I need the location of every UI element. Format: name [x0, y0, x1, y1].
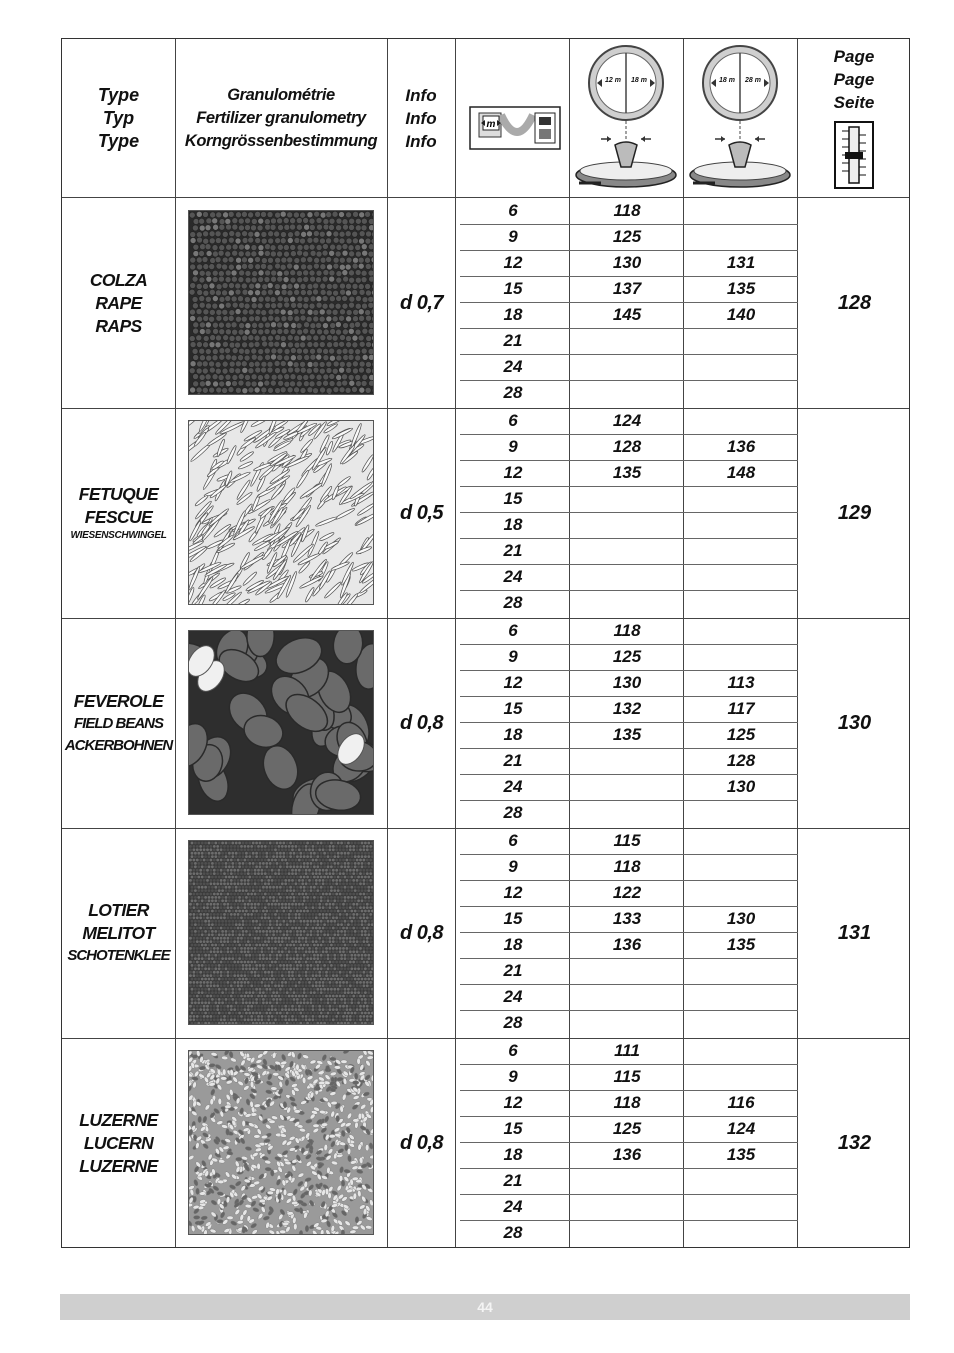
- setting-row: [456, 932, 798, 958]
- disc-a-value: [570, 984, 684, 1010]
- disc-b-value: 135: [726, 935, 756, 954]
- header-page-de: Seite: [833, 93, 875, 112]
- header-type: [62, 39, 175, 197]
- width-value: 21: [503, 961, 523, 980]
- seed-type-name: LUZERNE: [79, 1155, 158, 1176]
- disc-a-value: [570, 354, 684, 380]
- width-value: 9: [508, 647, 518, 666]
- seed-section: [62, 828, 909, 1038]
- seed-type-name: LUCERN: [83, 1132, 154, 1153]
- setting-row: [456, 1142, 798, 1168]
- disc-a-value: [570, 590, 684, 616]
- header-info-fr: Info: [405, 85, 437, 105]
- seed-page-ref: 129: [837, 501, 872, 524]
- width-value: 9: [508, 437, 518, 456]
- disc-b-value: [684, 380, 798, 406]
- fescue-seeds-photo: [188, 420, 374, 605]
- setting-row: [456, 1038, 798, 1064]
- width-value: 24: [503, 987, 523, 1006]
- disc-a-value: 135: [612, 463, 642, 482]
- working-width-icon: [469, 103, 561, 151]
- setting-row: [456, 434, 798, 460]
- setting-row: [456, 880, 798, 906]
- disc-b-value: [684, 408, 798, 434]
- width-value: 24: [503, 1197, 523, 1216]
- seed-section: [62, 198, 909, 408]
- width-value: 18: [503, 305, 523, 324]
- seed-section: [62, 408, 909, 618]
- disc-a-value: 130: [612, 673, 642, 692]
- page-number: 44: [477, 1299, 493, 1315]
- disc-b-value: [684, 618, 798, 644]
- disc-b-value: [684, 198, 798, 224]
- disc-b-value: [684, 512, 798, 538]
- setting-row: [456, 590, 798, 616]
- header-page-en: Page: [833, 70, 875, 89]
- seed-type-names: [62, 1038, 175, 1248]
- seed-type-name: RAPE: [95, 292, 142, 313]
- disc-a-value: [570, 512, 684, 538]
- seed-info-density: d 0,7: [399, 291, 444, 314]
- setting-row: [456, 328, 798, 354]
- setting-row: [456, 1168, 798, 1194]
- setting-row: [456, 774, 798, 800]
- disc-a-value: 124: [612, 411, 642, 430]
- setting-row: [456, 302, 798, 328]
- page-footer-bar: [60, 1294, 910, 1320]
- width-value: 24: [503, 567, 523, 586]
- disc-a-value: 132: [612, 699, 642, 718]
- disc-b-value: 124: [726, 1119, 756, 1138]
- seed-info-density: d 0,8: [399, 711, 444, 734]
- disc-b-value: 113: [727, 673, 755, 692]
- seed-type-name: ACKERBOHNEN: [64, 736, 173, 754]
- header-info-de: Info: [405, 131, 437, 151]
- width-value: 15: [503, 489, 523, 508]
- width-value: 12: [503, 463, 523, 482]
- setting-row: [456, 696, 798, 722]
- setting-row: [456, 1220, 798, 1246]
- width-value: 28: [503, 803, 523, 822]
- header-type-en: Typ: [102, 107, 135, 128]
- width-value: 9: [508, 857, 518, 876]
- disc-b-value: 148: [726, 463, 756, 482]
- disc-b-value: 140: [726, 305, 756, 324]
- width-value: 15: [503, 1119, 523, 1138]
- disc-a-value: 125: [612, 227, 642, 246]
- disc-a-value: 137: [612, 279, 642, 298]
- header-type-de: Type: [97, 130, 140, 151]
- gauge-slider-icon: [834, 121, 874, 189]
- header-granulometry: [175, 39, 387, 197]
- disc-a-value: 118: [613, 621, 641, 640]
- width-value: 28: [503, 593, 523, 612]
- width-value: 12: [503, 883, 523, 902]
- seed-type-name: FESCUE: [84, 507, 153, 527]
- seed-info-density: d 0,5: [399, 501, 444, 524]
- disc-a-value: [570, 328, 684, 354]
- disc-b-label-left: 18 m: [719, 77, 735, 84]
- width-value: 28: [503, 1013, 523, 1032]
- disc-b-value: [684, 1064, 798, 1090]
- disc-a-value: [570, 958, 684, 984]
- width-value: 28: [503, 383, 523, 402]
- width-value: 15: [503, 909, 523, 928]
- disc-a-value: 125: [612, 1119, 642, 1138]
- disc-a-value: [570, 1010, 684, 1036]
- spreading-disc-12-18-icon: [571, 43, 681, 193]
- setting-row: [456, 748, 798, 774]
- width-value: 28: [503, 1223, 523, 1242]
- disc-a-value: [570, 748, 684, 774]
- seed-type-names: [62, 828, 175, 1038]
- seed-type-name: FEVEROLE: [73, 690, 164, 711]
- header-page-fr: Page: [833, 47, 875, 66]
- disc-a-value: 145: [612, 305, 642, 324]
- disc-a-value: 111: [614, 1041, 640, 1060]
- width-value: 6: [508, 1041, 518, 1060]
- header-info: [387, 39, 455, 197]
- disc-b-value: 117: [727, 699, 755, 718]
- disc-a-value: 115: [613, 831, 641, 850]
- width-value: 12: [503, 673, 523, 692]
- disc-a-value: 118: [613, 201, 641, 220]
- setting-row: [456, 276, 798, 302]
- seed-type-name: COLZA: [89, 269, 148, 290]
- setting-row: [456, 198, 798, 224]
- disc-b-value: [684, 800, 798, 826]
- disc-b-value: 128: [726, 751, 756, 770]
- rapeseed-grains-photo: [188, 210, 374, 395]
- setting-row: [456, 1064, 798, 1090]
- disc-a-value: 135: [612, 725, 642, 744]
- seed-page-ref: 130: [837, 711, 872, 734]
- field-beans-photo: [188, 630, 374, 815]
- setting-row: [456, 854, 798, 880]
- disc-a-value: [570, 1220, 684, 1246]
- setting-row: [456, 538, 798, 564]
- seed-type-name: WIESENSCHWINGEL: [70, 530, 167, 541]
- width-value: 6: [508, 831, 518, 850]
- width-value: 21: [503, 1171, 523, 1190]
- setting-row: [456, 1090, 798, 1116]
- disc-b-value: [684, 958, 798, 984]
- disc-a-value: [570, 1168, 684, 1194]
- setting-row: [456, 670, 798, 696]
- disc-b-value: [684, 1194, 798, 1220]
- seed-type-name: FETUQUE: [78, 484, 159, 504]
- setting-row: [456, 722, 798, 748]
- seed-type-names: [62, 618, 175, 828]
- spread-settings-table: [61, 38, 910, 1248]
- disc-b-value: [684, 828, 798, 854]
- setting-row: [456, 984, 798, 1010]
- spreading-disc-18-28-icon: [685, 43, 795, 193]
- setting-row: [456, 1116, 798, 1142]
- width-value: 6: [508, 411, 518, 430]
- header-gran-en: Fertilizer granulometry: [196, 108, 366, 127]
- width-value: 9: [508, 1067, 518, 1086]
- setting-row: [456, 644, 798, 670]
- disc-a-value: 118: [613, 857, 641, 876]
- width-value: 24: [503, 357, 523, 376]
- disc-b-value: [684, 1010, 798, 1036]
- disc-a-value: 136: [612, 1145, 642, 1164]
- seed-info-density: d 0,8: [399, 1131, 444, 1154]
- disc-b-value: [684, 644, 798, 670]
- disc-a-value: [570, 538, 684, 564]
- disc-b-value: [684, 224, 798, 250]
- width-value: 6: [508, 621, 518, 640]
- disc-b-value: [684, 328, 798, 354]
- svg-text:m: m: [486, 119, 496, 130]
- width-value: 18: [503, 1145, 523, 1164]
- seed-section: [62, 618, 909, 828]
- disc-b-value: [684, 1220, 798, 1246]
- setting-row: [456, 1194, 798, 1220]
- disc-a-value: 133: [612, 909, 642, 928]
- disc-a-value: 125: [612, 647, 642, 666]
- width-value: 18: [503, 935, 523, 954]
- header-type-fr: Type: [97, 84, 140, 105]
- setting-row: [456, 460, 798, 486]
- disc-b-value: 130: [726, 909, 756, 928]
- width-value: 21: [503, 541, 523, 560]
- disc-b-value: [684, 854, 798, 880]
- setting-row: [456, 564, 798, 590]
- setting-row: [456, 250, 798, 276]
- disc-b-value: [684, 564, 798, 590]
- seed-type-name: SCHOTENKLEE: [67, 947, 170, 964]
- seed-page-ref: 128: [837, 291, 872, 314]
- disc-a-value: [570, 486, 684, 512]
- disc-a-value: 115: [613, 1067, 641, 1086]
- disc-b-value: [684, 880, 798, 906]
- disc-b-value: 125: [726, 725, 756, 744]
- seed-type-name: MELITOT: [82, 923, 155, 943]
- width-value: 21: [503, 331, 523, 350]
- disc-a-value: 118: [613, 1093, 641, 1112]
- disc-b-value: [684, 984, 798, 1010]
- disc-b-value: 135: [726, 279, 756, 298]
- disc-a-value: 128: [612, 437, 642, 456]
- disc-b-value: 136: [726, 437, 756, 456]
- disc-b-value: [684, 1038, 798, 1064]
- seed-type-name: RAPS: [95, 315, 142, 336]
- disc-b-value: 135: [726, 1145, 756, 1164]
- disc-a-value: [570, 564, 684, 590]
- disc-b-value: [684, 1168, 798, 1194]
- disc-b-value: [684, 590, 798, 616]
- width-value: 24: [503, 777, 523, 796]
- setting-row: [456, 408, 798, 434]
- seed-section: [62, 1038, 909, 1248]
- seed-type-names: [62, 408, 175, 618]
- setting-row: [456, 828, 798, 854]
- setting-row: [456, 380, 798, 406]
- seed-type-name: LOTIER: [88, 900, 149, 920]
- seed-type-names: [62, 198, 175, 408]
- disc-a-value: [570, 380, 684, 406]
- disc-b-value: [684, 486, 798, 512]
- disc-b-value: 116: [727, 1093, 755, 1112]
- seed-type-name: LUZERNE: [79, 1109, 158, 1130]
- disc-a-label-right: 18 m: [631, 77, 647, 84]
- width-value: 15: [503, 699, 523, 718]
- setting-row: [456, 618, 798, 644]
- width-value: 6: [508, 201, 518, 220]
- width-value: 9: [508, 227, 518, 246]
- setting-row: [456, 906, 798, 932]
- setting-row: [456, 486, 798, 512]
- disc-b-value: [684, 354, 798, 380]
- seed-info-density: d 0,8: [399, 921, 444, 944]
- disc-b-value: 130: [726, 777, 756, 796]
- disc-a-value: 130: [612, 253, 642, 272]
- lucerne-seeds-photo: [188, 1050, 374, 1235]
- disc-b-value: [684, 538, 798, 564]
- header-info-en: Info: [405, 108, 437, 128]
- disc-a-value: [570, 774, 684, 800]
- setting-row: [456, 800, 798, 826]
- width-value: 12: [503, 1093, 523, 1112]
- lotier-seeds-photo: [188, 840, 374, 1025]
- header-gran-de: Korngrössenbestimmung: [184, 131, 378, 150]
- disc-a-value: [570, 800, 684, 826]
- disc-a-label-left: 12 m: [605, 77, 621, 84]
- setting-row: [456, 224, 798, 250]
- setting-row: [456, 958, 798, 984]
- seed-type-name: FIELD BEANS: [73, 714, 163, 732]
- width-value: 18: [503, 515, 523, 534]
- width-value: 15: [503, 279, 523, 298]
- setting-row: [456, 1010, 798, 1036]
- seed-page-ref: 132: [837, 1131, 872, 1154]
- disc-b-value: 131: [726, 253, 756, 272]
- width-value: 12: [503, 253, 523, 272]
- width-value: 21: [503, 751, 523, 770]
- disc-b-label-right: 28 m: [745, 77, 761, 84]
- setting-row: [456, 512, 798, 538]
- disc-a-value: 122: [612, 883, 642, 902]
- header-gran-fr: Granulométrie: [227, 85, 335, 104]
- width-value: 18: [503, 725, 523, 744]
- setting-row: [456, 354, 798, 380]
- disc-a-value: [570, 1194, 684, 1220]
- seed-page-ref: 131: [837, 921, 872, 944]
- disc-a-value: 136: [612, 935, 642, 954]
